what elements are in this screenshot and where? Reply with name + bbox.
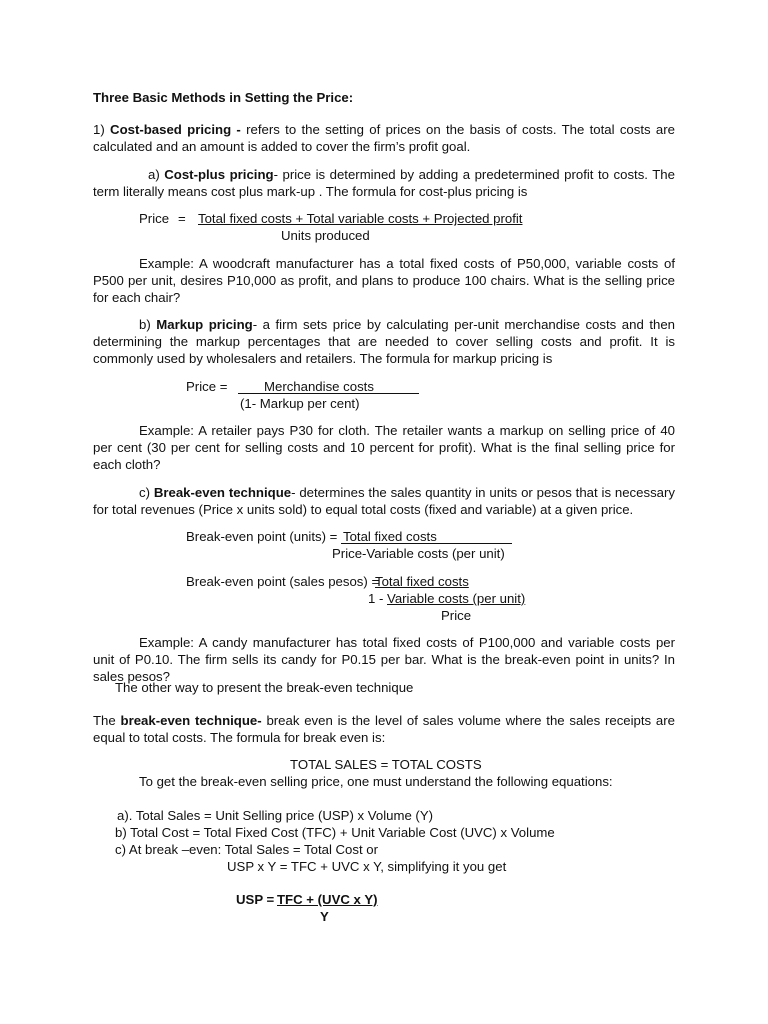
subsection-text: - a firm sets price by calculating per-unit merchandise costs and then determining the markup percentages that are needed to cover selling costs and profit. It is commonly used by wholesalers and retailers. The formula for markup pricing is (93, 317, 675, 366)
section-text: break even is the level of sales volume where the sales receipts are equal to total costs. The formula for break even is: (93, 713, 675, 745)
subsection-text: - determines the sales quantity in units or pesos that is necessary for total revenues (Price x units sold) to equal total costs (fixed and variable) at a given price. (93, 485, 675, 517)
document-title: Three Basic Methods in Setting the Price: (93, 90, 354, 105)
section-heading: break-even technique- (120, 713, 262, 728)
usp-numerator: TFC + (UVC x Y) (277, 892, 378, 907)
other-way-text: The other way to present the break-even technique (115, 680, 414, 695)
subsection-text: - price is determined by adding a predetermined profit to costs. The term literally means cost plus mark-up . The formula for cost-plus pricing is (93, 167, 675, 199)
subsection-cost-plus (93, 166, 675, 200)
section-text: refers to the setting of prices on the basis of costs. The total costs are calculated and an amount is added to cover the firm’s profit goal. (93, 122, 675, 154)
formula-lhs: Price (139, 211, 170, 226)
usp-lhs: USP = (236, 892, 275, 907)
formula-numerator: Total fixed costs + Total variable costs + Projected profit (198, 211, 523, 226)
formula-denominator: (1- Markup per cent) (240, 396, 360, 411)
subsection-heading: Break-even technique (153, 485, 292, 500)
formula-pesos-den-mid: Variable costs (per unit) (387, 591, 526, 606)
formula-lhs: Price = (186, 379, 228, 394)
formula-units-lhs: Break-even point (units) = (186, 529, 338, 544)
fraction-line (341, 543, 512, 544)
example-text: Example: A woodcraft manufacturer has a total fixed costs of P50,000, variable costs of P500 per unit, desires P10,000 as profit, and plans to produce 100 chairs. What is the selling price for each chair? (93, 256, 675, 305)
equation-a: a). Total Sales = Unit Selling price (USP) x Volume (Y) (117, 808, 434, 823)
usp-denominator: Y (320, 909, 329, 924)
example-break-even (93, 634, 675, 685)
formula-numerator: Merchandise costs (264, 379, 374, 394)
subsection-markup (93, 316, 675, 367)
section-heading: Cost-based pricing - (110, 122, 241, 137)
section-prefix: The (93, 713, 116, 728)
formula-units-denominator: Price-Variable costs (per unit) (332, 546, 505, 561)
subsection-break-even (93, 484, 675, 518)
example-cost-plus (93, 255, 675, 306)
subsection-label: a) (148, 167, 160, 182)
example-text: Example: A candy manufacturer has total fixed costs of P100,000 and variable costs per unit of P0.10. The firm sells its candy for P0.15 per bar. What is the break-even point in units? In sales pesos? (93, 635, 675, 684)
section-break-even-alt (93, 712, 675, 746)
formula-pesos-lhs: Break-even point (sales pesos) = (186, 574, 380, 589)
formula-pesos-numerator: Total fixed costs (375, 574, 469, 589)
formula-pesos-den-bottom: Price (441, 608, 472, 623)
subsection-label: c) (139, 485, 150, 500)
subsection-heading: Markup pricing (156, 317, 253, 332)
example-text: Example: A retailer pays P30 for cloth. The retailer wants a markup on selling price of 40 per cent (30 per cent for selling costs and 10 percent for profit). What is the final selling price for each cloth? (93, 423, 675, 472)
section-cost-based (93, 121, 675, 155)
formula-equals: = (178, 211, 186, 226)
example-markup (93, 422, 675, 473)
section-number: 1) (93, 122, 105, 137)
equations-intro: To get the break-even selling price, one must understand the following equations: (139, 774, 613, 789)
formula-pesos-den-prefix: 1 - (368, 591, 384, 606)
equation-c-simplified: USP x Y = TFC + UVC x Y, simplifying it you get (227, 859, 507, 874)
equation-c: c) At break –even: Total Sales = Total Cost or (115, 842, 379, 857)
subsection-label: b) (139, 317, 151, 332)
fraction-line (238, 393, 419, 394)
formula-denominator: Units produced (281, 228, 370, 243)
total-equation: TOTAL SALES = TOTAL COSTS (290, 757, 482, 772)
formula-units-numerator: Total fixed costs (343, 529, 437, 544)
subsection-heading: Cost-plus pricing (164, 167, 274, 182)
equation-b: b) Total Cost = Total Fixed Cost (TFC) + Unit Variable Cost (UVC) x Volume (115, 825, 555, 840)
